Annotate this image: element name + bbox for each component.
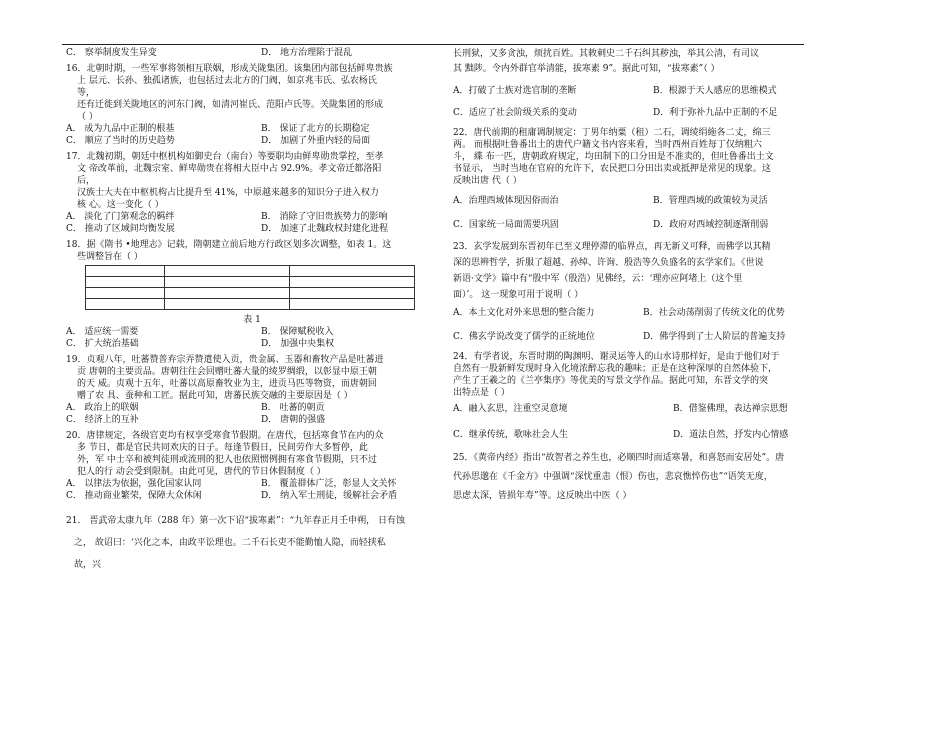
option-b: B．社会动荡削弱了传统文化的优势 bbox=[643, 308, 785, 318]
option-a: A． 成为九品中正制的根基 bbox=[66, 124, 175, 134]
question-text: 25．《黄帝内经》指出“故智者之养生也，必顺四时而适寒暑，和喜怒而安居处”。唐 bbox=[453, 453, 785, 463]
option-b: B． 保证了北方的长期稳定 bbox=[261, 124, 370, 134]
q21-options bbox=[453, 85, 808, 119]
q15-options bbox=[66, 47, 438, 59]
option-a: A． 淡化了门第观念的羁绊 bbox=[66, 212, 175, 222]
question-text: 17．北魏初期，朝廷中枢机构如御史台（南台）等要职均由鲜卑勋贵掌控，至孝 bbox=[66, 152, 384, 162]
option-c: C． 扩大统治基础 bbox=[66, 339, 139, 349]
option-d: D． 加速了北魏政权封建化进程 bbox=[261, 224, 389, 234]
option-a: A． 政治上的联姻 bbox=[66, 403, 139, 413]
question-text: 面）’。 这一现象可用于说明（ ） bbox=[453, 290, 584, 300]
option-a: A． 适应统一需要 bbox=[66, 327, 139, 337]
question-23 bbox=[453, 239, 808, 303]
table-row bbox=[86, 266, 415, 277]
option-b: B．根源于天人感应的思维模式 bbox=[653, 86, 777, 96]
question-text: 之， 故诏曰：‘兴化之本，由政平讼理也。二千石长吏不能勤恤人隐，而轻挟私 bbox=[74, 538, 386, 548]
left-column bbox=[66, 47, 438, 576]
question-text: 的天 威。贞观十五年，吐蕃以高原畜牧业为主，进贡马匹等物资，而唐朝回 bbox=[77, 379, 377, 389]
q19-options bbox=[66, 402, 438, 426]
question-21-continued bbox=[453, 47, 808, 77]
question-text: 故，兴 bbox=[74, 560, 102, 570]
option-c: C． 推动了区域间均衡发展 bbox=[66, 224, 175, 234]
question-text: 代孙思邈在《千金方》中强调“深忧重恚（恨）伤也，悲哀憔悴伤也”“语笑无度， bbox=[453, 472, 773, 482]
table-caption: 表 1 bbox=[243, 315, 261, 325]
question-text: 斗， 緤 布一匹，唐朝政府规定，均田制下的口分田是不准卖的，但吐鲁番出土文 bbox=[453, 152, 774, 162]
question-text: 核 心。这一变化（ ） bbox=[77, 200, 164, 210]
question-19 bbox=[66, 354, 438, 402]
question-text: 上 层元、长孙、独孤诸族，也包括过去北方的门阀，如京兆韦氏、弘农杨氏 bbox=[77, 76, 377, 86]
question-text: 反映出唐 代（ ） bbox=[453, 176, 522, 186]
question-text: 16．北朝时期，一些军事将领相互联姻，形成关陇集团。该集团内部包括鲜卑贵族 bbox=[66, 64, 393, 74]
question-text: 18．据《隋书 •地理志》记载，隋朝建立前后地方行政区划多次调整，如表 1。这 bbox=[66, 240, 392, 250]
question-text: 贡 唐朝的主要贡品。唐朝往往会回赠吐蕃大量的绫罗绸缎，以彰显中原王朝 bbox=[77, 367, 377, 377]
question-22 bbox=[453, 127, 808, 187]
q20-options bbox=[66, 478, 438, 502]
question-text: 自然有一股新鲜发现时身入化境浓醉忘我的趣味；正是在这种深厚的自然体验下， bbox=[453, 364, 778, 374]
q23-options bbox=[453, 307, 808, 343]
question-text: 其 黜陟。令内外群官举清能，拔寒素 9”。据此可知，“拔寒素”（ ） bbox=[453, 64, 720, 74]
question-text: 些调整旨在（ ） bbox=[77, 252, 143, 262]
question-text: 出特点是（ ） bbox=[453, 388, 510, 398]
question-text: 书显示， 当时当地在官府的允许下，农民把口分田出卖或抵押是常见的现象。这 bbox=[453, 164, 771, 174]
question-text: 19．贞观八年，吐蕃赞普弃宗弄赞遣使入贡，贵金属、玉器和畜牧产品是吐蕃进 bbox=[66, 355, 384, 365]
option-b: B． 覆盖群体广泛，彰显人文关怀 bbox=[261, 479, 397, 489]
q22-options bbox=[453, 195, 808, 231]
question-25 bbox=[453, 449, 808, 506]
question-17 bbox=[66, 151, 438, 211]
option-d: D． 加剧了外重内轻的局面 bbox=[261, 136, 371, 146]
option-d: D． 地方治理陷于混乱 bbox=[261, 48, 353, 58]
header-rule bbox=[62, 44, 804, 45]
question-text: 长刑狱，又多贪浊，烦扰百姓。其敕刺史二千石纠其秽浊，举其公清，有司议 bbox=[453, 49, 760, 59]
option-a: A．本土文化对外来思想的整合能力 bbox=[453, 308, 595, 318]
option-c: C．国家统一局面需要巩固 bbox=[453, 220, 559, 230]
option-a: A．打破了士族对选官制的垄断 bbox=[453, 86, 577, 96]
option-c: C． 推动商业繁荣，保障大众休闲 bbox=[66, 491, 202, 501]
option-d: D． 纳入军士刑徒，缓解社会矛盾 bbox=[261, 491, 398, 501]
question-text: 后， bbox=[77, 176, 96, 186]
question-text: 22．唐代前期的租庸调制规定：丁男年纳粟（租）二石，调绫绢絁各二丈，绵三 bbox=[453, 128, 771, 138]
q17-options bbox=[66, 211, 438, 235]
question-text: 犯人的行 动会受到限制。由此可见，唐代的节日休假制度（ ） bbox=[77, 467, 326, 477]
option-d: D． 唐朝的强盛 bbox=[261, 415, 326, 425]
question-16 bbox=[66, 63, 438, 123]
question-text: 赠了农 具、蚕种和工匠。据此可知，唐蕃民族交融的主要原因是（ ） bbox=[77, 391, 353, 401]
question-text: 深的思辨哲学，折服了超越、孙绰、许询、殷浩等久负盛名的玄学家们。《世说 bbox=[453, 258, 764, 268]
option-b: B． 消除了守旧贵族势力的影响 bbox=[261, 212, 388, 222]
option-c: C． 经济上的互补 bbox=[66, 415, 139, 425]
q16-options bbox=[66, 123, 438, 147]
option-d: D．政府对西域控制逐渐削弱 bbox=[653, 220, 769, 230]
table-1 bbox=[85, 265, 415, 310]
option-d: D．佛学得到了士人阶层的普遍支持 bbox=[643, 332, 786, 342]
question-text: 等， bbox=[77, 88, 96, 98]
option-d: D．利于弥补九品中正制的不足 bbox=[653, 108, 778, 118]
question-21 bbox=[66, 510, 438, 576]
question-text: 还有迁徙到关陇地区的河东门阀，如清河崔氏、范阳卢氏等。关陇集团的形成 bbox=[77, 100, 384, 110]
question-text: 多 节日，都是官民共同欢庆的日子。每逢节假日，民间劳作大多暂停，此 bbox=[77, 443, 368, 453]
option-c: C． 顺应了当时的历史趋势 bbox=[66, 136, 175, 146]
option-c: C．继承传统，歌咏社会人生 bbox=[453, 430, 568, 440]
question-text: 产生了王羲之的《兰亭集序》等优美的写景文学作品。据此可知，东晋文学的突 bbox=[453, 376, 769, 386]
table-row bbox=[86, 277, 415, 288]
question-text: 24．有学者说，东晋时期的陶渊明、谢灵运等人的山水诗那样好，是由于他们对于 bbox=[453, 352, 780, 362]
question-text: 21． 晋武帝太康九年（288 年）第一次下诏“拔寒素”：“九年春正月壬申朔， 日有蚀 bbox=[66, 516, 406, 526]
option-b: B．管理西域的政策较为灵活 bbox=[653, 196, 768, 206]
option-a: A． 以律法为依据，强化国家认同 bbox=[66, 479, 202, 489]
question-text: 两。 而根据吐鲁番出土的唐代户籍文书内容来看，当时西州百姓每丁仅纳粗六 bbox=[453, 140, 762, 150]
right-column bbox=[453, 47, 808, 506]
option-c: C． 察举制度发生异变 bbox=[66, 48, 157, 58]
option-a: A．融入玄思，注重空灵意境 bbox=[453, 404, 568, 414]
option-a: A．治理西域体现因俗而治 bbox=[453, 196, 559, 206]
option-d: D． 加强中央集权 bbox=[261, 339, 335, 349]
question-18 bbox=[66, 239, 438, 263]
question-text: 文 帝改革前，北魏宗室、鲜卑勋贵在将相大臣中占 92.9%。孝文帝迁都洛阳 bbox=[77, 164, 382, 174]
q18-options bbox=[66, 326, 438, 350]
question-text: 思虑太深，皆损年寿”等。这反映出中医（ ） bbox=[453, 491, 632, 501]
table-row bbox=[86, 299, 415, 310]
option-d: D．道法自然，抒发内心情感 bbox=[673, 430, 789, 440]
q24-options bbox=[453, 403, 808, 441]
question-text: （ ） bbox=[77, 112, 98, 122]
table-row bbox=[86, 288, 415, 299]
question-text: 20．唐律规定，各级官吏均有权享受寒食节假期。在唐代，包括寒食节在内的众 bbox=[66, 431, 384, 441]
question-text: 新语·文学》篇中有“殷中军（殷浩）见佛经，云：‘理亦应阿堵上（这个里 bbox=[453, 274, 743, 284]
question-text: 23．玄学发展到东晋初年已至义理停滞的临界点，再无新义可释，而佛学以其精 bbox=[453, 242, 771, 252]
question-text: 汉族士大夫在中枢机构占比提升至 41%，中原越来越多的知识分子进入权力 bbox=[77, 188, 379, 198]
option-c: C．适应了社会阶级关系的变动 bbox=[453, 108, 577, 118]
question-24 bbox=[453, 351, 808, 399]
option-c: C．佛玄学说改变了儒学的正统地位 bbox=[453, 332, 595, 342]
option-b: B． 吐蕃的朝贡 bbox=[261, 403, 325, 413]
question-20 bbox=[66, 430, 438, 478]
option-b: B． 保障赋税收入 bbox=[261, 327, 334, 337]
option-b: B．借鉴佛理，表达禅宗思想 bbox=[673, 404, 788, 414]
question-text: 外，军 中士卒和被判徒刑或流刑的犯人也依照惯例拥有寒食节假期，只不过 bbox=[77, 455, 377, 465]
